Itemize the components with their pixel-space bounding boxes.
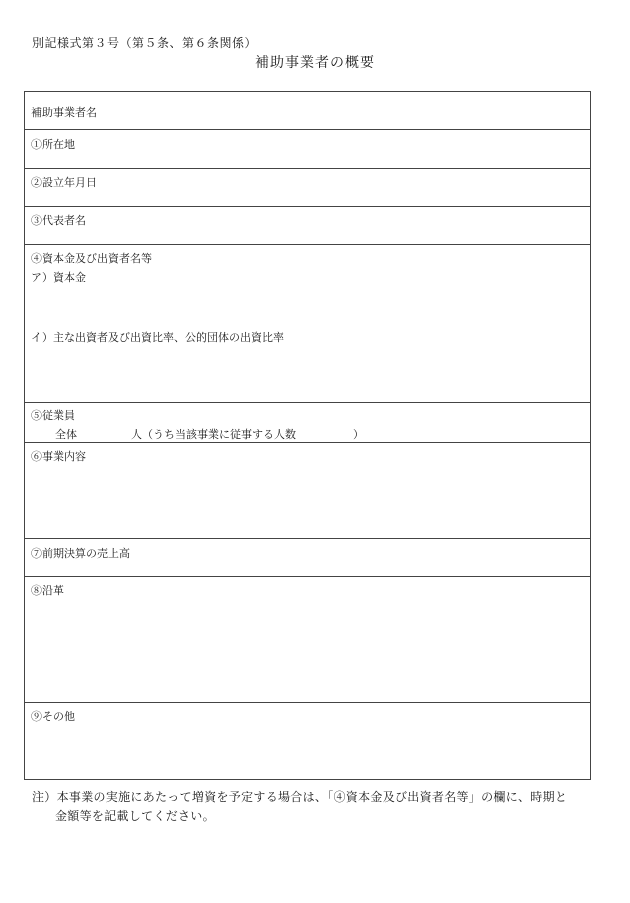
sales-label: ⑦前期決算の売上高 xyxy=(31,547,130,560)
page-title: 補助事業者の概要 xyxy=(255,55,375,71)
footnote-line-1: 注）本事業の実施にあたって増資を予定する場合は、「④資本金及び出資者名等」の欄に、時期と xyxy=(32,790,568,804)
row-representative[interactable] xyxy=(25,207,590,245)
employees-heading: ⑤従業員 xyxy=(31,409,75,422)
other-label: ⑨その他 xyxy=(31,710,75,723)
history-label: ⑧沿革 xyxy=(31,584,64,597)
business-content-label: ⑥事業内容 xyxy=(31,450,86,463)
address-label: ①所在地 xyxy=(31,138,75,151)
row-business-content[interactable] xyxy=(25,443,590,539)
overview-form-table xyxy=(24,91,591,780)
row-operator-name[interactable] xyxy=(25,92,590,130)
representative-label: ③代表者名 xyxy=(31,214,86,227)
operator-name-label: 補助事業者名 xyxy=(31,106,97,119)
row-employees[interactable] xyxy=(25,403,590,443)
footnote-line-2: 金額等を記載してください。 xyxy=(55,809,215,823)
footnote xyxy=(32,788,607,826)
employees-close-paren: ） xyxy=(353,428,364,441)
employees-total-label: 全体 xyxy=(55,428,77,441)
form-number-label: 別記様式第３号（第５条、第６条関係） xyxy=(32,36,258,50)
row-established-date[interactable] xyxy=(25,169,590,207)
employees-people-label: 人（うち当該事業に従事する人数 xyxy=(131,428,296,441)
capital-heading: ④資本金及び出資者名等 xyxy=(31,252,152,265)
row-history[interactable] xyxy=(25,577,590,703)
investors-ratio-label: イ）主な出資者及び出資比率、公的団体の出資比率 xyxy=(31,331,284,344)
row-sales[interactable] xyxy=(25,539,590,577)
established-date-label: ②設立年月日 xyxy=(31,176,97,189)
capital-amount-label: ア）資本金 xyxy=(31,271,86,284)
row-capital[interactable] xyxy=(25,245,590,403)
row-other[interactable] xyxy=(25,703,590,779)
row-address[interactable] xyxy=(25,130,590,169)
